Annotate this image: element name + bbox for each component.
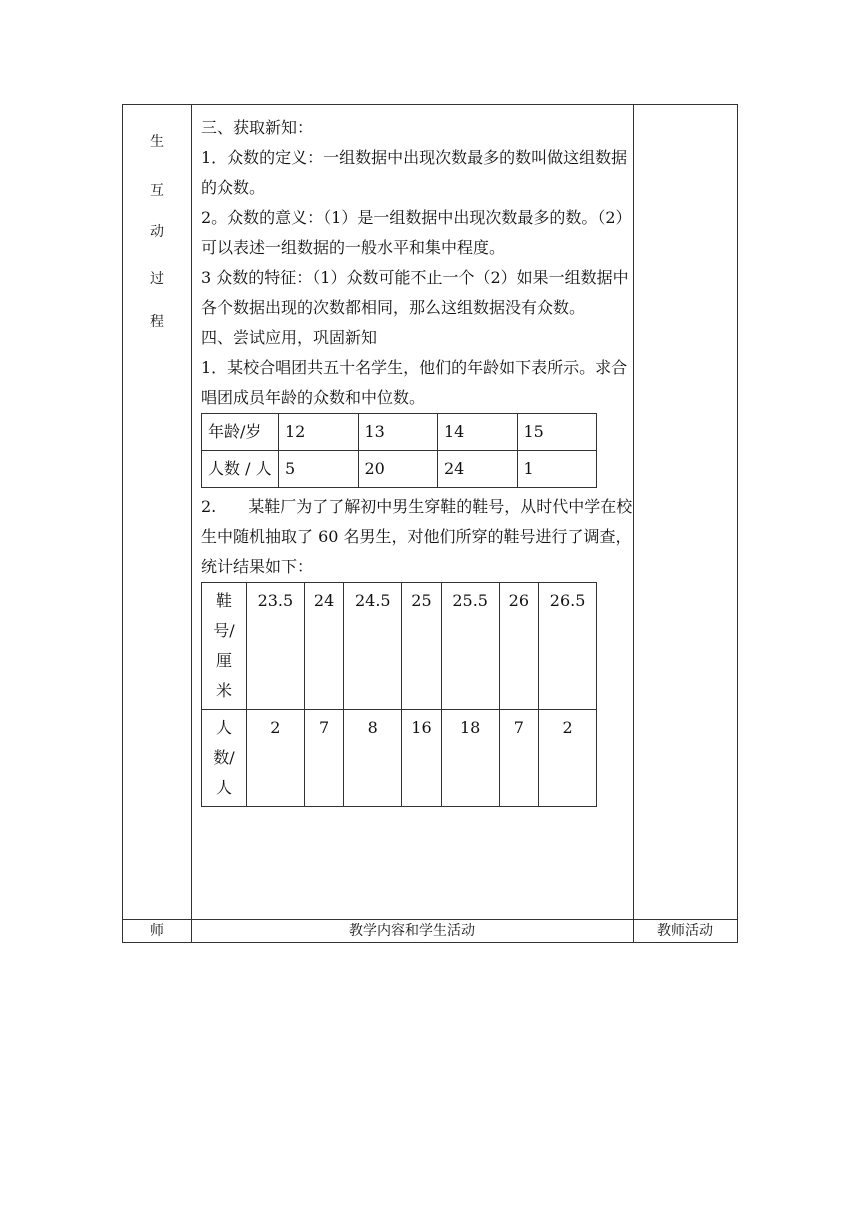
table-cell: 16 xyxy=(402,710,442,807)
table-cell: 鞋号/厘米 xyxy=(202,583,247,710)
section4-title: 四、尝试应用，巩固新知 xyxy=(201,328,378,347)
table-cell: 7 xyxy=(499,710,539,807)
shoe-size-table xyxy=(201,582,597,807)
table-cell: 23.5 xyxy=(247,583,305,710)
table-cell: 18 xyxy=(441,710,499,807)
table-cell: 25.5 xyxy=(441,583,499,710)
left-label-char: 动 xyxy=(150,224,164,240)
table-cell: 15 xyxy=(517,414,597,451)
table-cell: 5 xyxy=(279,451,359,488)
table-cell: 25 xyxy=(402,583,442,710)
table-cell: 24 xyxy=(304,583,344,710)
table-cell: 26 xyxy=(499,583,539,710)
table-row xyxy=(202,710,597,807)
table-cell: 1 xyxy=(517,451,597,488)
footer-label-teacher-activity: 教师活动 xyxy=(657,923,713,939)
meaning-item: 2。众数的意义：（1）是一组数据中出现次数最多的数。（2）可以表述一组数据的一般水平和集中程度。 xyxy=(201,208,632,257)
table-cell: 12 xyxy=(279,414,359,451)
footer-label-content: 教学内容和学生活动 xyxy=(349,923,475,939)
lesson-plan-table xyxy=(122,104,738,943)
table-cell: 24 xyxy=(438,451,518,488)
definition-item: 1．众数的定义：一组数据中出现次数最多的数叫做这组数据的众数。 xyxy=(201,148,628,197)
main-content xyxy=(201,113,633,807)
age-table xyxy=(201,413,597,488)
table-row xyxy=(202,414,597,451)
table-row xyxy=(202,451,597,488)
table-cell: 8 xyxy=(344,710,402,807)
problem-2: 2. 某鞋厂为了了解初中男生穿鞋的鞋号，从时代中学在校生中随机抽取了 60 名男生，对他们所穿的鞋号进行了调查，统计结果如下： xyxy=(201,497,633,576)
table-cell: 24.5 xyxy=(344,583,402,710)
problem-1: 1．某校合唱团共五十名学生，他们的年龄如下表所示。求合唱团成员年龄的众数和中位数。 xyxy=(201,358,628,407)
footer-label-teacher-short: 师 xyxy=(150,923,164,939)
table-cell: 年龄/岁 xyxy=(202,414,279,451)
table-cell: 20 xyxy=(358,451,438,488)
column-divider-left xyxy=(191,105,192,942)
table-cell: 人数/人 xyxy=(202,710,247,807)
section3-title: 三、获取新知： xyxy=(201,118,314,137)
table-cell: 2 xyxy=(539,710,597,807)
column-divider-right xyxy=(633,105,634,942)
table-cell: 2 xyxy=(247,710,305,807)
left-label-char: 生 xyxy=(150,134,164,150)
feature-item: 3 众数的特征：（1）众数可能不止一个（2）如果一组数据中各个数据出现的次数都相同，那么这组数据没有众数。 xyxy=(201,268,629,317)
left-label-char: 过 xyxy=(150,271,164,287)
table-cell: 13 xyxy=(358,414,438,451)
table-cell: 26.5 xyxy=(539,583,597,710)
left-label-char: 互 xyxy=(150,183,164,199)
table-cell: 7 xyxy=(304,710,344,807)
left-label-char: 程 xyxy=(150,314,164,330)
table-cell: 人数 / 人 xyxy=(202,451,279,488)
table-row xyxy=(202,583,597,710)
left-column-label xyxy=(123,105,191,919)
table-cell: 14 xyxy=(438,414,518,451)
